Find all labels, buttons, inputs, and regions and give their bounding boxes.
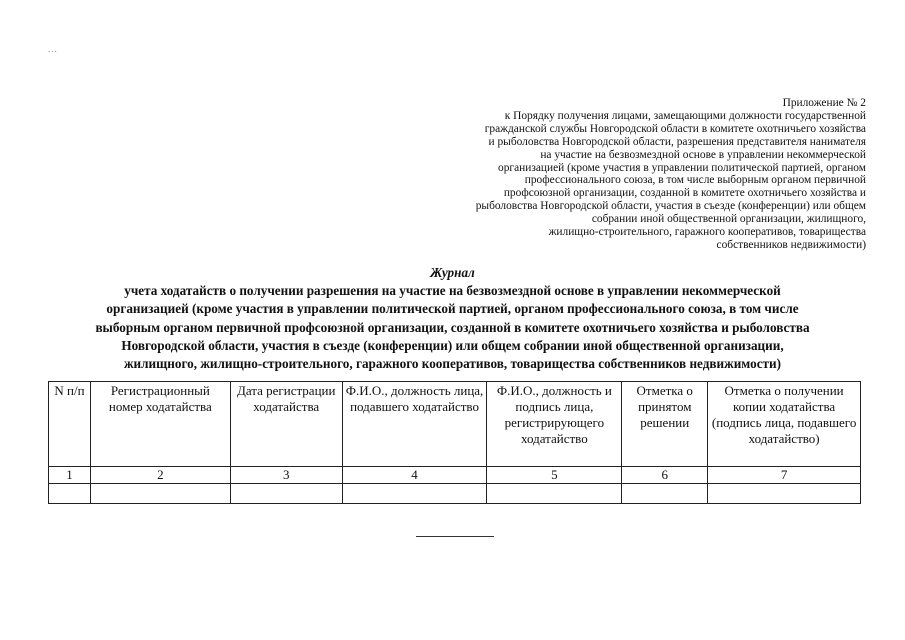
- appendix-block: [400, 97, 866, 252]
- header-cell-receipt: Отметка о получении копии ходатайства (подпись лица, подавшего ходатайство): [708, 382, 861, 467]
- journal-subtitle-line: выборным органом первичной профсоюзной организации, созданной в комитете охотничьего хозяйства и рыболовства: [95, 319, 810, 335]
- appendix-line: и рыболовства Новгородской области, разрешения представителя нанимателя: [488, 135, 866, 148]
- journal-table: [48, 381, 861, 504]
- column-number-cell: 1: [49, 467, 91, 484]
- journal-title: Журнал: [430, 265, 475, 280]
- appendix-line: собственников недвижимости): [716, 238, 866, 251]
- appendix-line: на участие на безвозмездной основе в управлении некоммерческой: [540, 148, 866, 161]
- journal-title-block: [40, 264, 865, 373]
- header-cell-applicant: Ф.И.О., должность лица, подавшего ходатайство: [342, 382, 487, 467]
- appendix-line: к Порядку получения лицами, замещающими должности государственной: [504, 109, 866, 122]
- footer-divider: [416, 536, 494, 537]
- appendix-line: организацией (кроме участия в управлении политической партией, органом: [498, 161, 866, 174]
- empty-cell[interactable]: [49, 484, 91, 504]
- empty-cell[interactable]: [342, 484, 487, 504]
- appendix-line: собрании иной общественной организации, жилищного,: [591, 213, 866, 226]
- header-cell-reg-number: Регистрационный номер ходатайства: [90, 382, 230, 467]
- table-column-numbers-row: [49, 467, 861, 484]
- table-row: [49, 484, 861, 504]
- appendix-line: гражданской службы Новгородской области в комитете охотничьего хозяйства: [484, 122, 866, 135]
- header-marks: ...: [48, 44, 58, 54]
- column-number-cell: 7: [708, 467, 861, 484]
- journal-subtitle-line: учета ходатайств о получении разрешения на участие на безвозмездной основе в управлении некоммерческой: [124, 283, 781, 299]
- column-number-cell: 5: [487, 467, 622, 484]
- empty-cell[interactable]: [230, 484, 342, 504]
- empty-cell[interactable]: [622, 484, 708, 504]
- journal-subtitle-line: организацией (кроме участия в управлении политической партией, органом профессионального союза, в том числе: [106, 301, 799, 317]
- table-header-row: [49, 382, 861, 467]
- appendix-title: Приложение № 2: [782, 97, 866, 109]
- header-cell-reg-date: Дата регистрации ходатайства: [230, 382, 342, 467]
- header-cell-decision: Отметка о принятом решении: [622, 382, 708, 467]
- appendix-line: рыболовства Новгородской области, участия в съезде (конференции) или общем: [475, 200, 866, 213]
- header-cell-registrar: Ф.И.О., должность и подпись лица, регистрирующего ходатайство: [487, 382, 622, 467]
- column-number-cell: 2: [90, 467, 230, 484]
- empty-cell[interactable]: [708, 484, 861, 504]
- column-number-cell: 6: [622, 467, 708, 484]
- header-cell-number: N п/п: [49, 382, 91, 467]
- appendix-line: жилищно-строительного, гаражного кооперативов, товарищества: [548, 226, 866, 239]
- appendix-line: профсоюзной организации, созданной в комитете охотничьего хозяйства и: [503, 187, 866, 200]
- column-number-cell: 3: [230, 467, 342, 484]
- appendix-line: профессионального союза, в том числе выборным органом первичной: [524, 174, 866, 187]
- empty-cell[interactable]: [90, 484, 230, 504]
- column-number-cell: 4: [342, 467, 487, 484]
- journal-subtitle-line: Новгородской области, участия в съезде (конференции) или общем собрании иной общественной организации,: [121, 337, 784, 353]
- empty-cell[interactable]: [487, 484, 622, 504]
- journal-subtitle-line: жилищного, жилищно-строительного, гаражного кооперативов, товарищества собственников недвижимости): [123, 356, 782, 372]
